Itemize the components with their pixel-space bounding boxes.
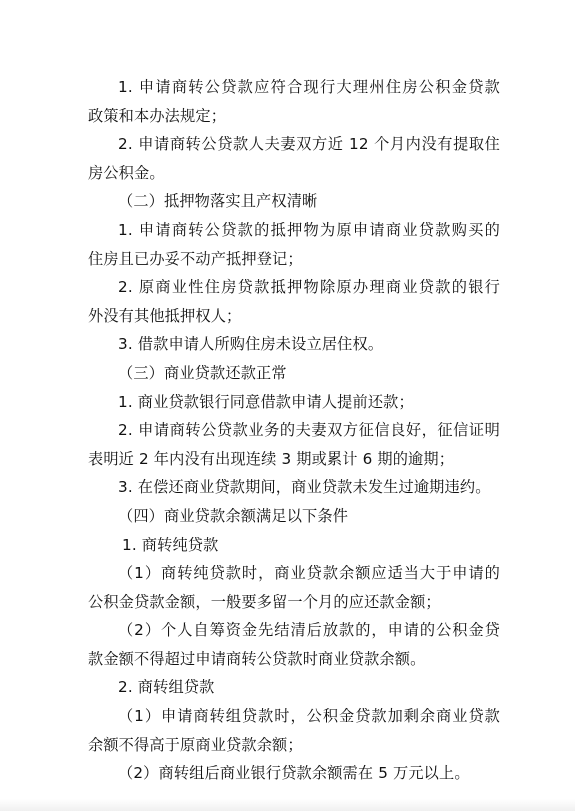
subsection-heading-2: 2. 商转组贷款 (118, 678, 215, 697)
paragraph-8: 1. 商业贷款银行同意借款申请人提前还款； (118, 392, 414, 411)
paragraph-9-line-2: 表明近 2 年内没有出现连续 3 期或累计 6 期的逾期； (88, 449, 455, 468)
section-heading-2: （二）抵押物落实且产权清晰 (118, 192, 318, 211)
paragraph-5-line-1: 2. 原商业性住房贷款抵押物除原办理商业贷款的银行 (118, 278, 500, 297)
paragraph-1-line-1: 1. 申请商转公贷款应符合现行大理州住房公积金贷款 (118, 78, 500, 96)
section-heading-4: （四）商业贷款余额满足以下条件 (118, 506, 349, 525)
paragraph-16-line-1: （1）申请商转组贷款时，公积金贷款加剩余商业贷款 (118, 707, 500, 726)
paragraph-1-line-2: 政策和本办法规定； (88, 106, 227, 125)
section-heading-3: （三）商业贷款还款正常 (118, 363, 287, 382)
paragraph-17: （2）商转组后商业银行贷款余额需在 5 万元以上。 (118, 764, 470, 783)
document-body (88, 73, 500, 788)
paragraph-6: 3. 借款申请人所购住房未设立居住权。 (118, 335, 384, 354)
subsection-heading-1: 1. 商转纯贷款 (122, 535, 219, 554)
paragraph-2-line-1: 2. 申请商转公贷款人夫妻双方近 12 个月内没有提取住 (118, 135, 500, 154)
paragraph-13-line-1: （1）商转纯贷款时，商业贷款余额应适当大于申请的 (118, 564, 500, 583)
paragraph-13-line-2: 公积金贷款金额，一般要多留一个月的应还款金额； (88, 592, 441, 611)
paragraph-5-line-2: 外没有其他抵押权人； (88, 306, 242, 325)
paragraph-14-line-1: （2）个人自筹资金先结清后放款的，申请的公积金贷 (118, 621, 500, 640)
paragraph-2-line-2: 房公积金。 (88, 163, 165, 182)
paragraph-10: 3. 在偿还商业贷款期间，商业贷款未发生过逾期违约。 (118, 478, 491, 497)
page-bottom-shadow (0, 799, 575, 811)
paragraph-9-line-1: 2. 申请商转公贷款业务的夫妻双方征信良好，征信证明 (118, 421, 500, 440)
paragraph-14-line-2: 款金额不得超过申请商转公贷款时商业贷款余额。 (88, 649, 426, 668)
paragraph-4-line-2: 住房且已办妥不动产抵押登记； (88, 249, 303, 268)
paragraph-16-line-2: 余额不得高于原商业贷款余额； (88, 735, 303, 754)
paragraph-4-line-1: 1. 申请商转公贷款的抵押物为原申请商业贷款购买的 (118, 220, 500, 239)
